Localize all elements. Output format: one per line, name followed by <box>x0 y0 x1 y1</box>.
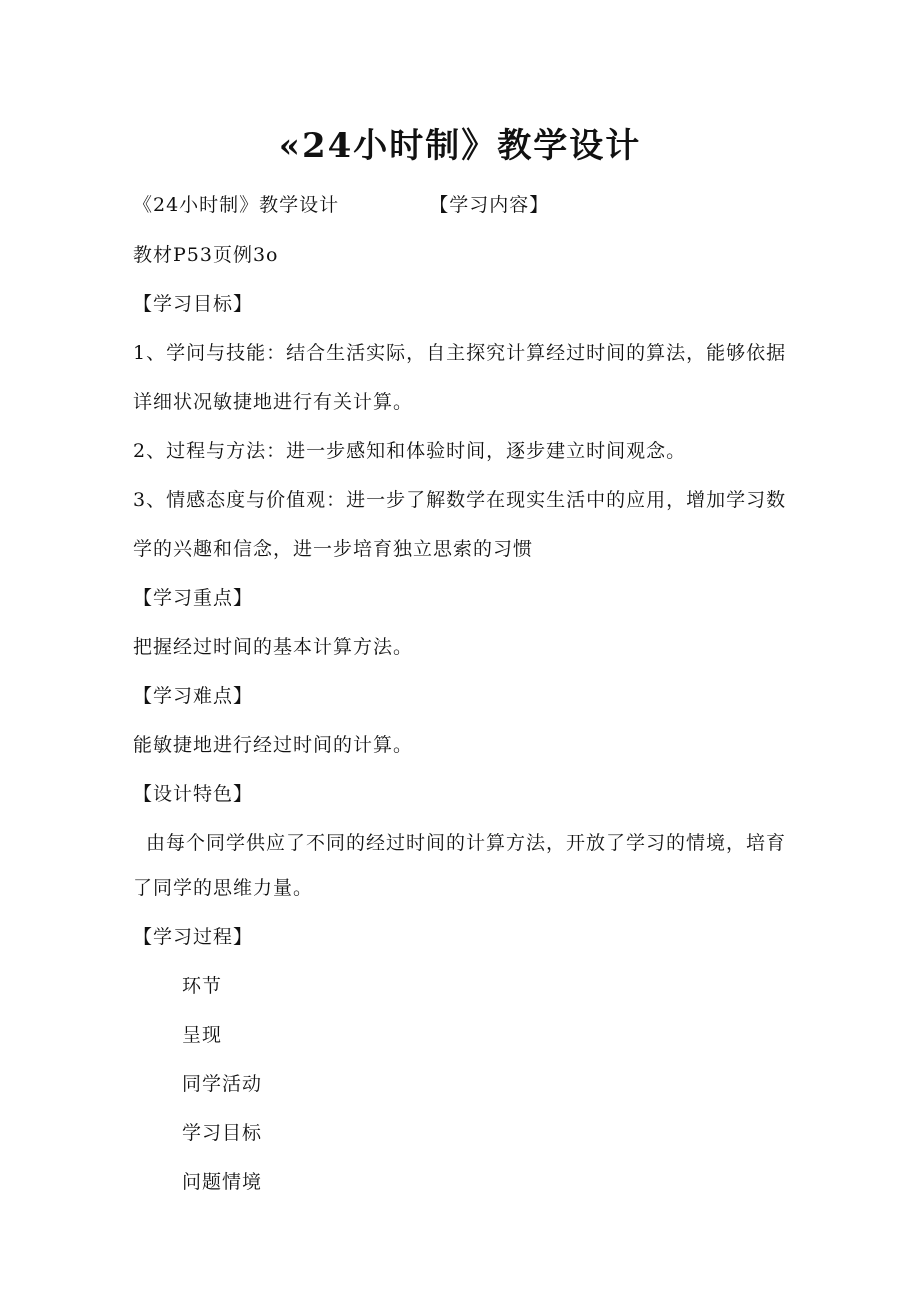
process-item: 问题情境 <box>182 1171 263 1193</box>
content-line: 了同学的思维力量。 <box>133 877 314 899</box>
content-line: 把握经过时间的基本计算方法。 <box>133 636 414 658</box>
process-item: 同学活动 <box>182 1073 263 1095</box>
section-heading-key-points: 【学习重点】 <box>133 587 254 609</box>
content-line: 教材P53页例3o <box>133 244 279 266</box>
content-line: 学的兴趣和信念，进一步培育独立思索的习惯 <box>133 538 534 560</box>
section-heading-difficulties: 【学习难点】 <box>133 685 254 707</box>
section-heading-goals: 【学习目标】 <box>133 293 254 315</box>
section-heading-features: 【设计特色】 <box>133 783 254 805</box>
process-item: 学习目标 <box>182 1122 263 1144</box>
process-item: 呈现 <box>182 1024 223 1046</box>
content-line: 1、学问与技能：结合生活实际，自主探究计算经过时间的算法，能够依据 <box>133 342 787 364</box>
subtitle-left: 《24小时制》教学设计 <box>133 194 340 216</box>
content-line: 由每个同学供应了不同的经过时间的计算方法，开放了学习的情境，培育 <box>146 832 787 854</box>
document-title: «24小时制》教学设计 <box>278 126 642 166</box>
content-line: 2、过程与方法：进一步感知和体验时间，逐步建立时间观念。 <box>133 440 687 462</box>
section-heading-process: 【学习过程】 <box>133 926 254 948</box>
content-line: 详细状况敏捷地进行有关计算。 <box>133 391 414 413</box>
content-line: 3、情感态度与价值观：进一步了解数学在现实生活中的应用，增加学习数 <box>133 489 787 511</box>
process-item: 环节 <box>182 975 223 997</box>
content-line: 能敏捷地进行经过时间的计算。 <box>133 734 414 756</box>
subtitle-right: 【学习内容】 <box>429 194 550 216</box>
subtitle-row <box>133 190 549 220</box>
